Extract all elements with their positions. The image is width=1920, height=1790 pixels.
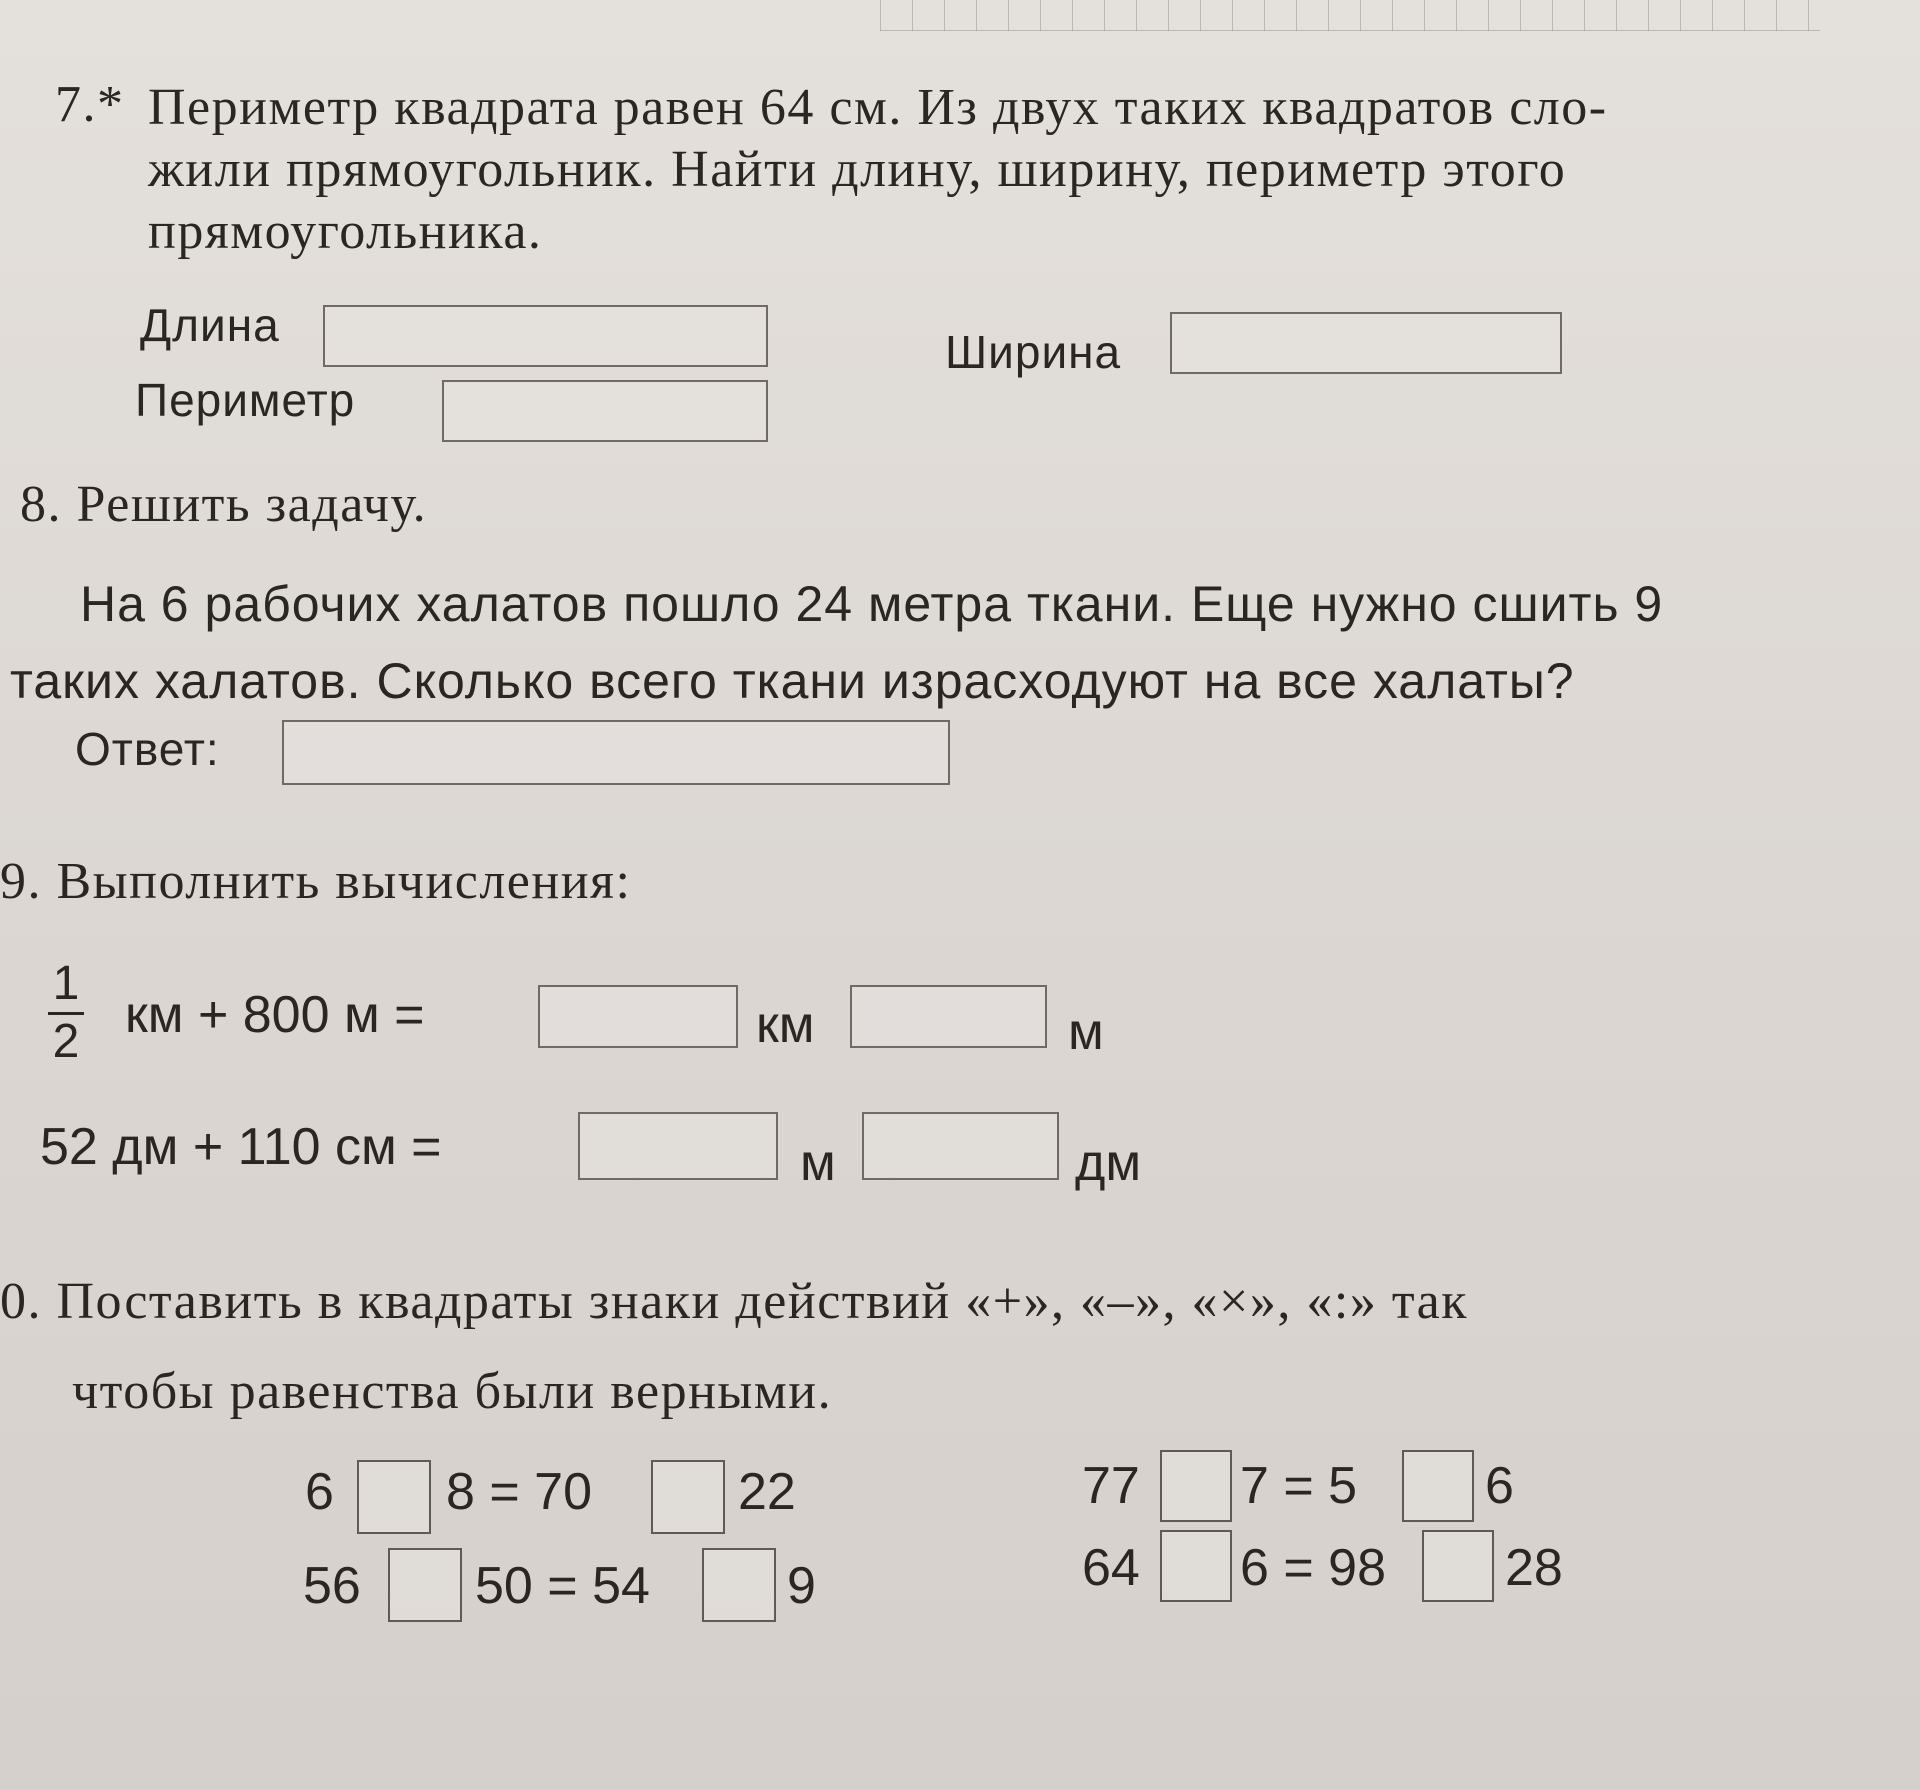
eq3-middle: 7 = 5 <box>1240 1457 1358 1515</box>
eq4-middle: 6 = 98 <box>1240 1539 1387 1597</box>
eq1-middle: 8 = 70 <box>446 1463 593 1521</box>
eq1-right-number: 22 <box>738 1463 796 1521</box>
eq2-sign-box-1[interactable] <box>388 1548 462 1622</box>
task10-line2: чтобы равенства были верными. <box>72 1363 833 1420</box>
eq4-sign-box-1[interactable] <box>1160 1530 1232 1602</box>
eq2-right-number: 9 <box>787 1557 816 1615</box>
eq3-sign-box-1[interactable] <box>1160 1450 1232 1522</box>
answer-label: Ответ: <box>75 723 220 775</box>
task7-line3: прямоугольника. <box>148 203 543 260</box>
eq3-left-number: 77 <box>1082 1457 1140 1515</box>
calc1-unit-m: м <box>1068 1003 1104 1061</box>
width-label: Ширина <box>945 326 1122 378</box>
eq4-right-number: 28 <box>1505 1539 1563 1597</box>
eq1-sign-box-1[interactable] <box>357 1460 431 1534</box>
eq2-left-number: 56 <box>303 1557 361 1615</box>
task10-line1: 0. Поставить в квадраты знаки действий «+», «–», «×», «:» так <box>0 1273 1469 1330</box>
grid-strip <box>880 0 1820 31</box>
calc2-m-box[interactable] <box>578 1112 778 1180</box>
task8-title: 8. Решить задачу. <box>20 476 428 533</box>
eq1-sign-box-2[interactable] <box>651 1460 725 1534</box>
calc1-unit-km: км <box>756 996 815 1054</box>
task8-line2: таких халатов. Сколько всего ткани израсходуют на все халаты? <box>10 653 1575 709</box>
perimeter-label: Периметр <box>135 374 356 426</box>
calc1-m-box[interactable] <box>850 985 1047 1048</box>
task8-line1: На 6 рабочих халатов пошло 24 метра ткани. Еще нужно сшить 9 <box>80 576 1664 632</box>
task7-line1: Периметр квадрата равен 64 см. Из двух таких квадратов сло- <box>148 79 1608 136</box>
task7-number: 7.* <box>55 76 125 133</box>
perimeter-answer-box[interactable] <box>442 380 768 442</box>
eq3-right-number: 6 <box>1485 1457 1514 1515</box>
task7-line2: жили прямоугольник. Найти длину, ширину, периметр этого <box>148 141 1567 198</box>
calc2-unit-m: м <box>800 1134 836 1192</box>
length-answer-box[interactable] <box>323 305 768 367</box>
eq2-middle: 50 = 54 <box>475 1557 650 1615</box>
width-answer-box[interactable] <box>1170 312 1562 374</box>
fraction-numerator: 1 <box>52 957 80 1010</box>
task9-title: 9. Выполнить вычисления: <box>0 853 632 910</box>
calc2-unit-dm: дм <box>1075 1134 1142 1192</box>
fraction-denominator: 2 <box>52 1015 80 1068</box>
calc2-expression: 52 дм + 110 см = <box>40 1118 442 1176</box>
eq4-left-number: 64 <box>1082 1539 1140 1597</box>
eq2-sign-box-2[interactable] <box>702 1548 776 1622</box>
calc1-km-box[interactable] <box>538 985 738 1048</box>
calc2-dm-box[interactable] <box>862 1112 1059 1180</box>
calc1-expression: км + 800 м = <box>125 986 425 1044</box>
eq4-sign-box-2[interactable] <box>1422 1530 1494 1602</box>
eq1-left-number: 6 <box>305 1463 334 1521</box>
eq3-sign-box-2[interactable] <box>1402 1450 1474 1522</box>
length-label: Длина <box>140 299 280 351</box>
task8-answer-box[interactable] <box>282 720 950 785</box>
